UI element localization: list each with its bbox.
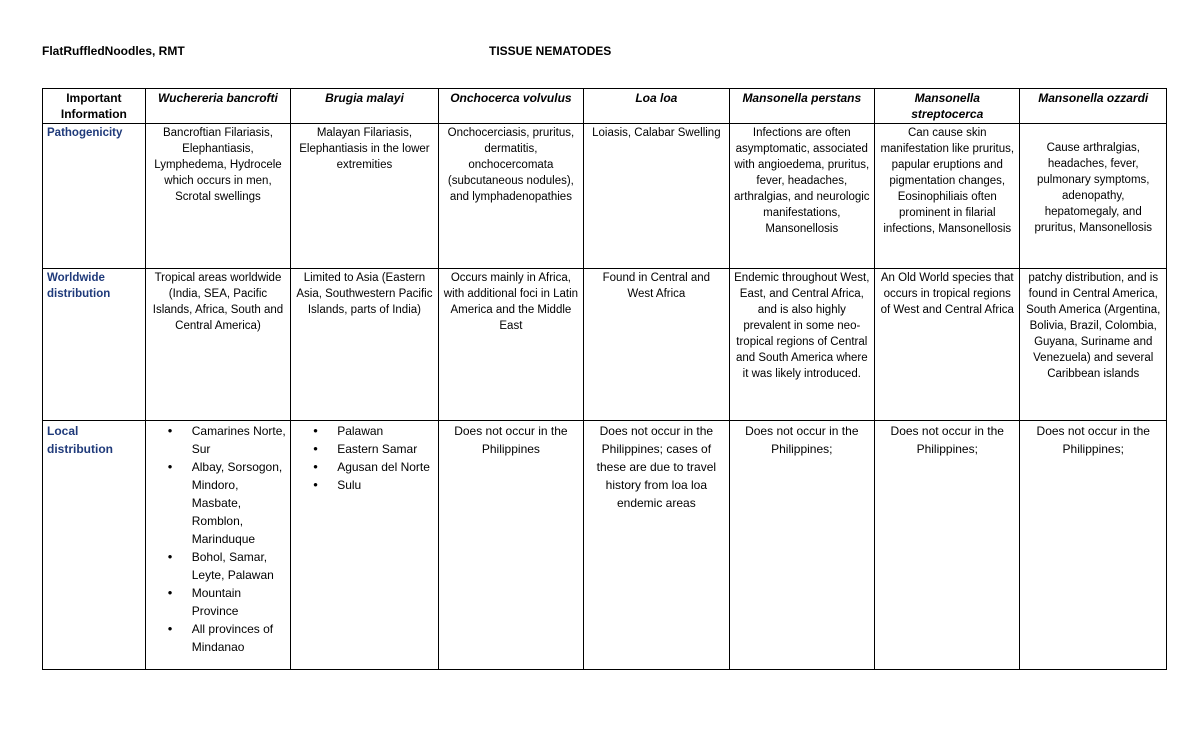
table-cell: Tropical areas worldwide (India, SEA, Pacific Islands, Africa, South and Central America) xyxy=(145,269,290,421)
list-item: • Agusan del Norte xyxy=(337,458,433,476)
table-cell: Limited to Asia (Eastern Asia, Southwestern Pacific Islands, parts of India) xyxy=(291,269,438,421)
nematodes-table xyxy=(42,88,1167,670)
list-item: • Eastern Samar xyxy=(337,440,433,458)
list-item: • Bohol, Samar, Leyte, Palawan xyxy=(192,548,286,584)
list-item: • Albay, Sorsogon, Mindoro, Masbate, Romblon, Marinduque xyxy=(192,458,286,548)
table-cell: An Old World species that occurs in tropical regions of West and Central Africa xyxy=(875,269,1020,421)
column-header: Mansonella streptocerca xyxy=(875,89,1020,124)
brugia-local-list xyxy=(295,422,433,494)
table-cell: patchy distribution, and is found in Central America, South America (Argentina, Bolivia, Brazil, Colombia, Guyana, Suriname and Venezuela) and several Caribbean islands xyxy=(1020,269,1167,421)
table-cell xyxy=(145,421,290,670)
column-header: Onchocerca volvulus xyxy=(438,89,583,124)
table-cell: Found in Central and West Africa xyxy=(584,269,729,421)
column-header: Mansonella ozzardi xyxy=(1020,89,1167,124)
wuchereria-local-list xyxy=(150,422,286,656)
table-cell: Onchocerciasis, pruritus, dermatitis, onchocercomata (subcutaneous nodules), and lymphadenopathies xyxy=(438,124,583,269)
row-label: Local distribution xyxy=(43,421,146,670)
column-header: Brugia malayi xyxy=(291,89,438,124)
table-cell: Does not occur in the Philippines; cases of these are due to travel history from loa loa endemic areas xyxy=(584,421,729,670)
column-header: Mansonella perstans xyxy=(729,89,874,124)
table-cell: Loiasis, Calabar Swelling xyxy=(584,124,729,269)
table-cell: Cause arthralgias, headaches, fever, pulmonary symptoms, adenopathy, hepatomegaly, and pruritus, Mansonellosis xyxy=(1020,124,1167,269)
table-cell xyxy=(291,421,438,670)
list-item: • Sulu xyxy=(337,476,433,494)
table-cell: Malayan Filariasis, Elephantiasis in the lower extremities xyxy=(291,124,438,269)
column-header: Wuchereria bancrofti xyxy=(145,89,290,124)
row-label: Worldwide distribution xyxy=(43,269,146,421)
list-item: • Camarines Norte, Sur xyxy=(192,422,286,458)
row-label: Pathogenicity xyxy=(43,124,146,269)
table-row xyxy=(43,421,1167,670)
table-cell: Does not occur in the Philippines; xyxy=(729,421,874,670)
table-cell: Endemic throughout West, East, and Central Africa, and is also highly prevalent in some neo-tropical regions of Central and South America where it was likely introduced. xyxy=(729,269,874,421)
document-title: TISSUE NEMATODES xyxy=(489,44,612,58)
table-row xyxy=(43,269,1167,421)
table-cell: Bancroftian Filariasis, Elephantiasis, Lymphedema, Hydrocele which occurs in men, Scrotal swellings xyxy=(145,124,290,269)
column-header: Loa loa xyxy=(584,89,729,124)
table-cell: Infections are often asymptomatic, associated with angioedema, pruritus, fever, headaches, arthralgias, and neurologic manifestations, Mansonellosis xyxy=(729,124,874,269)
list-item: • All provinces of Mindanao xyxy=(192,620,286,656)
corner-header: Important Information xyxy=(43,89,146,124)
table-cell: Does not occur in the Philippines; xyxy=(875,421,1020,670)
author-header: FlatRuffledNoodles, RMT xyxy=(42,44,185,58)
table-cell: Does not occur in the Philippines xyxy=(438,421,583,670)
table-cell: Occurs mainly in Africa, with additional foci in Latin America and the Middle East xyxy=(438,269,583,421)
table-cell: Can cause skin manifestation like pruritus, papular eruptions and pigmentation changes, Eosinophiliais often prominent in filarial infections, Mansonellosis xyxy=(875,124,1020,269)
table-cell: Does not occur in the Philippines; xyxy=(1020,421,1167,670)
table-row xyxy=(43,124,1167,269)
table-header-row xyxy=(43,89,1167,124)
list-item: • Mountain Province xyxy=(192,584,286,620)
list-item: • Palawan xyxy=(337,422,433,440)
